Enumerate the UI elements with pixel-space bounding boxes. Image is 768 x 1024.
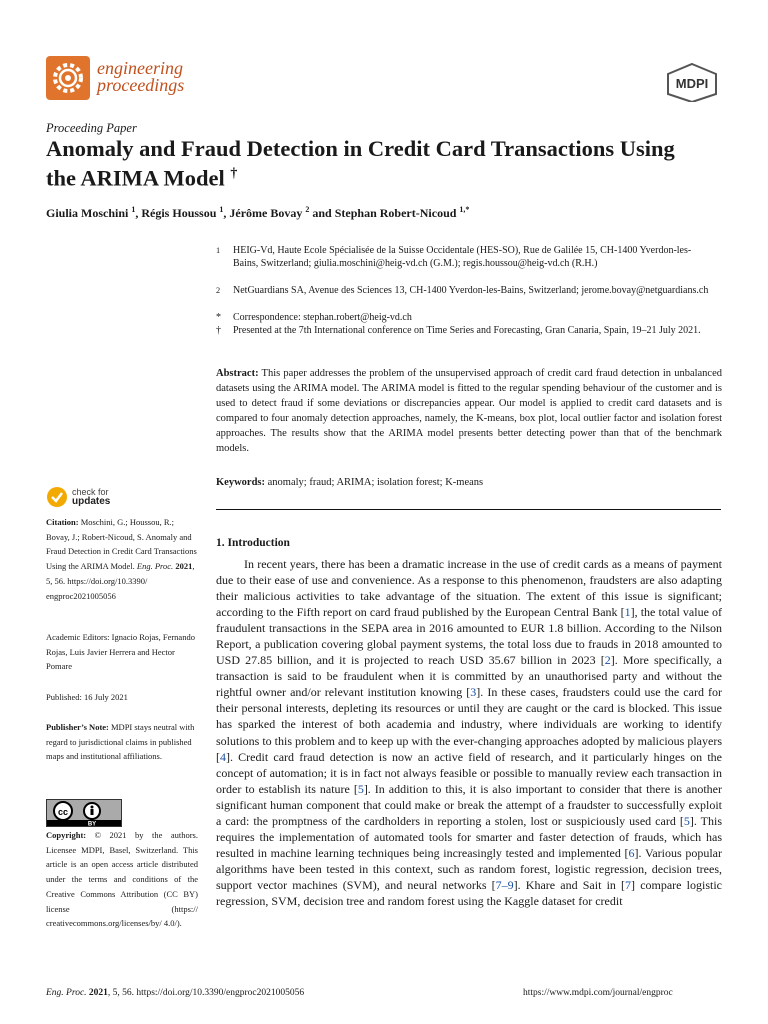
intro-text: ]. More specifically, a transaction is said to be fraudulent when it is committed by an unauthorised party and without the rightful owner and/or relevant institution knowing [ [216, 653, 722, 700]
affiliation-text: NetGuardians SA, Avenue des Sciences 13, CH-1400 Yverdon-les-Bains, Switzerland; jerome.bovay@netguardians.ch [233, 285, 709, 296]
intro-text: ]. Khare and Sait in [ [513, 877, 626, 892]
mdpi-hexagon-icon [664, 62, 720, 102]
reference-link[interactable]: 1 [624, 605, 631, 620]
intro-text: In recent years, there has been a dramatic increase in the use of credit cards as a means of payment due to their ease of use and convenience. As a response to this phenomenon, fraudsters are also adapting their malicious activities to take advantage of the situation. The extent of this issue is significant; according to the Fifth report on card fraud published by the European Central Bank [ [216, 557, 722, 620]
copyright-label: Copyright: [46, 830, 87, 840]
creative-commons-icon [47, 800, 121, 826]
footer-journal: Eng. Proc. [46, 988, 87, 998]
cc-by-label: BY [87, 821, 97, 826]
citation-doi[interactable]: , 5, 56. https://doi.org/10.3390/ engproc2021005056 [46, 561, 195, 601]
author-affiliation-mark: 2 [305, 205, 310, 214]
reference-link[interactable]: 7–9 [495, 877, 514, 892]
paper-title [46, 136, 706, 191]
keywords-text: anomaly; fraud; ARIMA; isolation forest; K-means [265, 477, 484, 488]
author-affiliation-mark: 1 [131, 205, 136, 214]
affiliation-text: Correspondence: stephan.robert@heig-vd.ch [233, 312, 412, 323]
author-separator: and [309, 206, 335, 220]
citation-text: Moschini, G.; Houssou, R.; Bovay, J.; Robert-Nicoud, S. Anomaly and Fraud Detection in Credit Card Transactions Using the ARIMA Model. [46, 517, 197, 572]
keywords-label: Keywords: [216, 477, 265, 488]
author-name: Stephan Robert-Nicoud [334, 206, 457, 220]
check-updates-line1: check for [72, 487, 109, 497]
check-for-updates-badge[interactable] [46, 486, 110, 508]
citation-block [46, 515, 198, 603]
publisher-note [46, 720, 198, 764]
journal-gear-logo [46, 56, 90, 100]
author-separator: , [223, 206, 230, 220]
affiliation-mark: * [216, 312, 221, 323]
author-separator: , [135, 206, 142, 220]
reference-link[interactable]: 5 [683, 813, 690, 828]
reference-link[interactable]: 7 [625, 877, 632, 892]
author-list [46, 205, 469, 221]
introduction-paragraph [216, 556, 722, 909]
footer-year: 2021 [88, 988, 108, 998]
reference-link[interactable]: 3 [470, 685, 477, 700]
affiliation-mark: 2 [216, 286, 221, 295]
copyright-notice [46, 828, 198, 931]
affiliation-text: HEIG-Vd, Haute Ecole Spécialisée de la Suisse Occidentale (HES-SO), Rue de Galilée 15, CH-1400 Yverdon-les-Bains, Switzerland; giulia.moschini@heig-vd.ch (G.M.); regis.houssou@heig-vd.ch (R.H.) [233, 245, 692, 269]
reference-link[interactable]: 5 [357, 781, 364, 796]
paper-type: Proceeding Paper [46, 121, 137, 135]
journal-name [97, 60, 184, 94]
check-updates-line2: updates [72, 496, 111, 507]
footer-citation [46, 988, 304, 998]
keywords [216, 477, 722, 488]
intro-text: ]. Various popular algorithms have been tested in this context, such as random forest, logistic regression, decision trees, support vector machines (SVM), and neural networks [ [216, 845, 722, 892]
author-affiliation-mark: 1 [219, 205, 224, 214]
copyright-text: © 2021 by the authors. Licensee MDPI, Basel, Switzerland. This article is an open access article distributed under the terms and conditions of the Creative Commons Attribution (CC BY) license (https:// creativecommons.org/licenses/by/ 4.0/). [46, 830, 198, 929]
citation-journal: Eng. Proc. [136, 561, 174, 572]
published-date: Published: 16 July 2021 [46, 692, 128, 702]
svg-text:cc: cc [57, 807, 69, 817]
section-heading: 1. Introduction [216, 537, 290, 549]
author-name: Giulia Moschini [46, 206, 129, 220]
reference-link[interactable]: 6 [628, 845, 635, 860]
affiliation-item [216, 284, 716, 297]
abstract-text: This paper addresses the problem of the unsupervised approach of credit card fraud detection in unbalanced datasets using the ARIMA model. The ARIMA model is fitted to the regular spending behaviour of the customer and is used to detect fraud if some deviations or discrepancies appear. Our model is applied to credit card datasets and is compared to four anomaly detection approaches, namely, the K-means, box plot, local outlier factor and isolation forest approaches. The results show that the ARIMA model presents better detecting power than that of the benchmark models. [216, 368, 722, 455]
mdpi-logo-text: MDPI [675, 76, 709, 91]
title-mark: † [230, 166, 238, 181]
intro-text: ]. In these cases, fraudsters could use the card for their personal interests, depleting its resources or until they are caught or the card is blocked. This issue has sparked the interest of both academia and industry, where individuals are working to identify solutions to this problem and to keep up with the ever-changing approaches adopted by malicious players [ [216, 685, 722, 764]
cc-by-license-badge[interactable] [46, 799, 122, 827]
reference-link[interactable]: 2 [604, 653, 611, 668]
abstract-label: Abstract: [216, 368, 259, 379]
journal-name-line2: proceedings [97, 75, 185, 95]
intro-text: ]. This requires the implementation of automated tools for smarter and faster detection of frauds, which has resulted in machine learning techniques being increasingly tested and implemented [ [216, 813, 722, 860]
footer-doi[interactable]: , 5, 56. https://doi.org/10.3390/engproc2021005056 [107, 988, 305, 998]
intro-text: ]. Credit card fraud detection is now an active field of research, and it particularly hinges on the concept of automation; it is in fact not always feasible or possible to manually review each transaction in order to establish its nature [ [216, 749, 722, 796]
citation-label: Citation: [46, 517, 79, 527]
publisher-note-text: MDPI stays neutral with regard to jurisdictional claims in published maps and institutional affiliations. [46, 722, 195, 762]
affiliation-mark: 1 [216, 246, 221, 255]
abstract [216, 366, 722, 457]
title-text: Anomaly and Fraud Detection in Credit Card Transactions Using the ARIMA Model [46, 136, 675, 191]
reference-link[interactable]: 4 [220, 749, 226, 764]
intro-text: ]. In addition to this, it is also important to consider that there is another significant human component that could make or break the attempt of a fraudster to successfully exploit a card: the promptness of the cardholders in reporting a stolen, lost or suspiciously used card [ [216, 781, 722, 828]
academic-editors: Academic Editors: Ignacio Rojas, Fernando Rojas, Luis Javier Herrera and Hector Pomare [46, 632, 195, 672]
author-name: Jérôme Bovay [229, 206, 303, 220]
publisher-note-label: Publisher’s Note: [46, 722, 109, 732]
intro-text: ] compare logistic regression, SVM, decision tree and random forest using the Kaggle dataset for credit [216, 877, 722, 908]
affiliation-text: Presented at the 7th International conference on Time Series and Forecasting, Gran Canaria, Spain, 19–21 July 2021. [233, 325, 701, 336]
affiliation-item [216, 311, 716, 324]
author-affiliation-mark: 1,* [459, 205, 470, 214]
affiliation-item [216, 324, 716, 337]
mdpi-logo [664, 62, 720, 107]
footer-journal-url[interactable]: https://www.mdpi.com/journal/engproc [523, 988, 673, 998]
affiliation-item [216, 244, 716, 270]
affiliation-mark: † [216, 325, 221, 336]
intro-text: ], the total value of fraudulent transactions in the SEPA area in 2016 amounted to EUR 1.8 billion. According to the Nilson Report, a publication covering global payment systems, the total loss due to frauds in 2018 amounted to USD 27.85 billion, and it is projected to reach USD 35.67 billion in 2023 [ [216, 605, 722, 668]
section-divider [216, 509, 721, 510]
author-name: Régis Houssou [141, 206, 217, 220]
citation-year: 2021 [175, 561, 193, 572]
check-icon [46, 486, 68, 508]
journal-name-line1: engineering [97, 58, 183, 78]
